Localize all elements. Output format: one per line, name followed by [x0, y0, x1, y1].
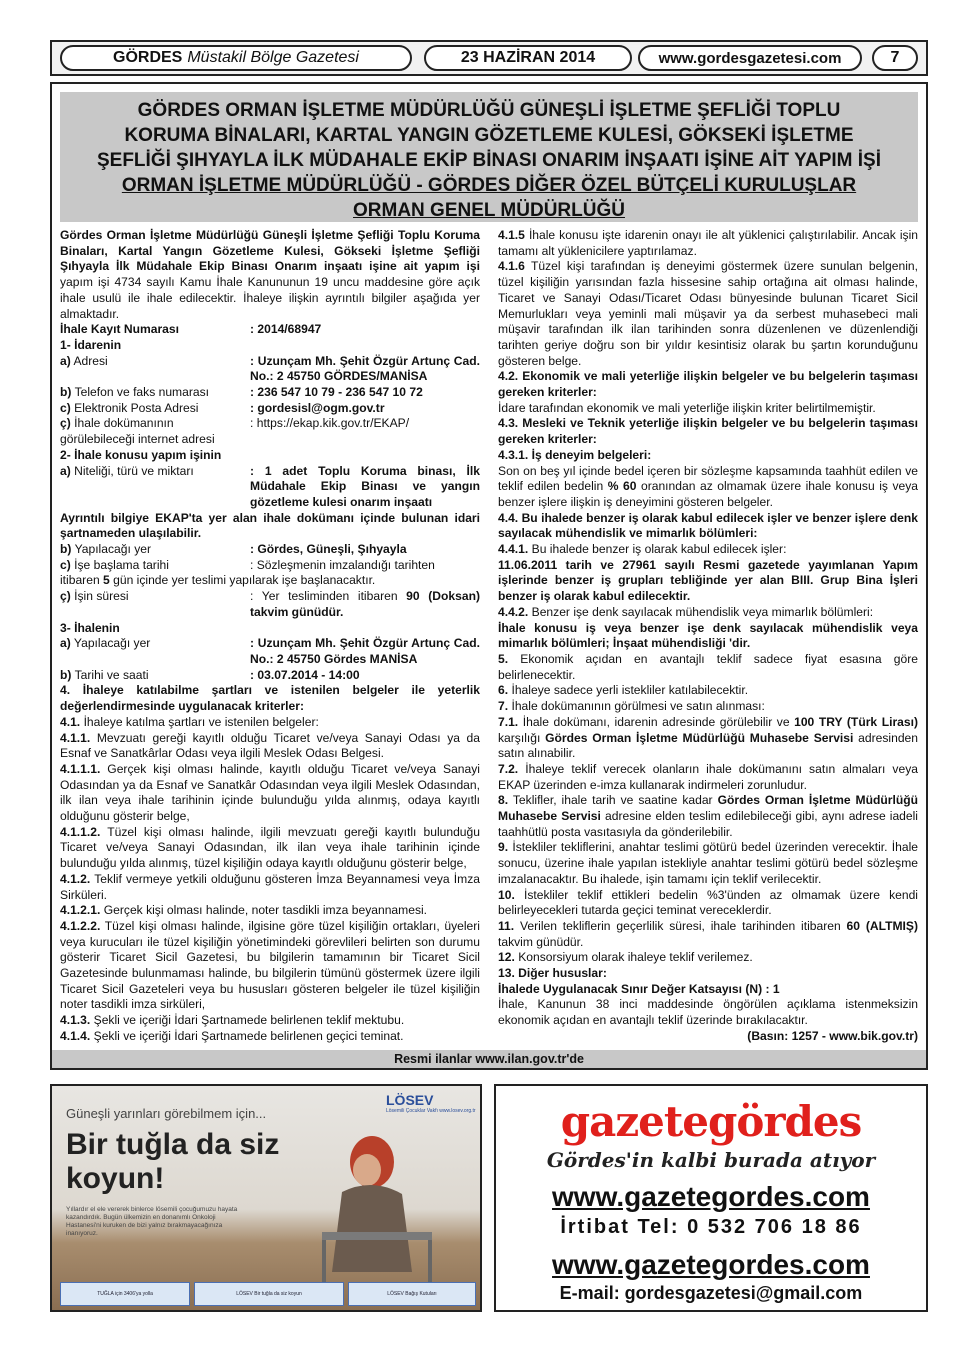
losev-donation-strip [60, 1282, 476, 1306]
mail-value[interactable]: : gordesisl@ogm.gov.tr [250, 400, 385, 415]
mail-row: c) Elektronik Posta Adresi : gordesisl@ogm.gov.tr [60, 401, 480, 417]
baslama-label: İşe başlama tarihi [74, 557, 169, 572]
p413: Şekli ve içeriği İdari Şartnamede belirlenen teklif mektubu. [93, 1013, 405, 1028]
losev-logo [386, 1092, 476, 1122]
strip-boxes: LÖSEV Bağış Kutuları [348, 1282, 476, 1306]
baslama-value: : Sözleşmenin imzalandığı tarihten [250, 557, 435, 572]
sure-row: ç) İşin süresi : Yer tesliminden itibaren 90 (Doksan) takvim günüdür. [60, 589, 480, 619]
p415: İhale konusu işte idarenin onayı ile alt yüklenici çalıştırılabilir. Ancak işin tamamı alt yüklenicilere yaptırılamaz. [498, 228, 918, 258]
ihale-yer-label: Yapılacağı yer [73, 636, 151, 651]
baslama-row: c) İşe başlama tarihi : Sözleşmenin imzalandığı tarihten [60, 558, 480, 574]
dok-value[interactable]: : https://ekap.kik.gov.tr/EKAP/ [250, 416, 410, 431]
baslama-days: 5 [103, 573, 110, 588]
tarih-value: : 03.07.2014 - 14:00 [250, 667, 360, 682]
p4121: Gerçek kişi olması halinde, noter tasdikli imza beyannamesi. [103, 903, 428, 918]
p11: Verilen tekliflerin geçerlilik süresi, ihale tarihinden itibaren [520, 918, 847, 933]
contact-email[interactable]: E-mail: gordesgazetesi@gmail.com [559, 1283, 863, 1303]
p71-mid: karşılığı [498, 730, 546, 745]
yer-value: : Gördes, Güneşli, Şıhyayla [250, 542, 407, 557]
page-header [50, 40, 928, 76]
yer-label: Yapılacağı yer [74, 542, 151, 557]
nitelik-more: Ayrıntılı bilgiye EKAP'ta yer alan ihale dokümanı içinde bulunan idari şartnameden ulaşılabilir. [60, 510, 480, 541]
website-pill[interactable]: www.gordesgazetesi.com [638, 45, 862, 71]
mail-label: Elektronik Posta Adresi [74, 400, 199, 415]
p431: Son on beş yıl içinde bedel içeren bir sözleşme kapsamında taahhüt edilen ve teklif edilen bedelin [498, 463, 918, 494]
website-link-2[interactable]: www.gazetegordes.com [552, 1249, 870, 1280]
p12: Konsorsiyum olarak ihaleye teklif verilemez. [518, 950, 753, 965]
p13-katsayi: İhalede Uygulanacak Sınır Değer Katsayısı (N) : 1 [498, 981, 780, 996]
p4122: Tüzel kişi olması halinde, ilgisine göre tüzel kişiliğin ortakları, üyeleri veya kurucuları ile tüzel kişiliğin yönetimindeki görevlileri belirten son durumu gösterir Ticaret Sicil Gazetesi, bu bilgilerin tamamının bir Ticaret Sicil Gazetesinde bulunmaması halinde, bu bilgilerin tümünü göstermek üzere ilgili Ticaret Sicil Gazeteleri veya bu hususları gösteren belgeler ile tüzel kişiliğin noter tasdikli imza sirküleri, [60, 918, 480, 1012]
tender-notice [50, 82, 928, 1070]
p11-days: 60 (ALTMIŞ) [846, 918, 918, 933]
official-ads-strip: Resmi ilanlar www.ilan.gov.tr'de [52, 1050, 926, 1068]
kayit-value: : 2014/68947 [250, 322, 322, 337]
paper-name-pill [60, 45, 412, 71]
paper-subtitle: Müstakil Bölge Gazetesi [187, 49, 359, 66]
yer-row: b) Yapılacağı yer : Gördes, Güneşli, Şıhyayla [60, 542, 480, 558]
section-3: 3- İhalenin [60, 620, 120, 635]
intro-bold: Gördes Orman İşletme Müdürlüğü Güneşli İşletme Şefliği Toplu Koruma Binaları, Kartal Yangın Gözetleme Kulesi, Gökseki İşletme Şefliği Şıhyayla İlk Müdahale Ekip Binası Onarım inşaatı işine ait yapım işi [60, 228, 480, 274]
p13-text: İhale, Kanunun 38 inci maddesinde öngörülen açıklama istenmeksizin ekonomik açıdan en avantajlı teklif üzerinde bırakılacaktır. [498, 997, 918, 1028]
title-line: ŞEFLİĞİ ŞIHYAYLA İLK MÜDAHALE EKİP BİNASI ONARIM İNŞAATI İŞİNE AİT YAPIM İŞİ [96, 150, 882, 171]
tel-row: b) Telefon ve faks numarası : 236 547 10 79 - 236 547 10 72 [60, 385, 480, 401]
sure-days: 90 (Doksan) takvim günüdür. [250, 589, 480, 619]
right-column: 4.1.5 İhale konusu işte idarenin onayı ile alt yüklenici çalıştırılabilir. Ancak işin tamamı alt yüklenicilere yaptırılamaz. 4.1.6 Tüzel kişi tarafından iş deneyimi göstermek üzere sunulan belgenin, tüzel kişiliğin yarısından fazla hissesine sahip ortağına ait olması halinde, Ticaret ve Sanayi Odası/Ticaret Odası bünyesinde bulunan Ticaret Sicil Memurlukları veya yeminli mali müşavir ya da serbest muhasebeci mali müşavir tarafından ilk ilan tarihinden sonra düzenlenen ve düzenlendiği tarihten geriye doğru son bir yıldır kesintisiz olarak bu şartın korunduğunu gösteren belge. 4.2. Ekonomik ve mali yeterliğe ilişkin belgeler ve bu belgelerin taşıması gereken kriterler: İdare tarafından ekonomik ve mali yeterliğe ilişkin kriter belirtilmemiştir. 4.3. Mesleki ve Teknik yeterliğe ilişkin belgeler ve bu belgelerin taşıması gereken kriterler: 4.3.1. İş deneyim belgeleri: Son on beş yıl içinde bedel içeren bir sözleşme kapsamında taahhüt edilen ve teklif edilen bedelin % 60 oranından az olmamak üzere ihale konusu iş veya benzer işlere ilişkin iş deneyimini gösteren belgeler. 4.4. Bu ihalede benzer iş olarak kabul edilecek işler ve benzer işlere denk sayılacak mühendislik ve mimarlık bölümleri: 4.4.1. Bu ihalede benzer iş olarak kabul edilecek işler: 11.06.2011 tarih ve 27961 sayılı Resmi gazetede yayımlanan Yapım işlerinde benzer iş grupları tebliğinde yer alan BIII. Grup Bina İşleri benzer iş olarak kabul edilecektir. 4.4.2. Benzer işe denk sayılacak mühendislik veya mimarlık bölümleri: İhale konusu iş veya benzer işe denk sayılacak mühendislik veya mimarlık bölümleri; İnşaat mühendisliği 'dir. 5. Ekonomik açıdan en avantajlı teklif sadece fiyat esasına göre belirlenecektir. 6. İhaleye sadece yerli istekliler katılabilecektir. 7. İhale dokümanının görülmesi ve satın alınması: 7.1. İhale dokümanı, idarenin adresinde görülebilir ve 100 TRY (Türk Lirası) karşılığı Gördes Orman İşletme Müdürlüğü Muhasebe Servisi adresinden satın alınabilir. 7.2. İhaleye teklif verecek olanların ihale dokümanını satın almaları veya EKAP üzerinden e-imza kullanarak indirmeleri zorunludur. 8. Teklifler, ihale tarih ve saatine kadar Gördes Orman İşletme Müdürlüğü Muhasebe Servisi adresine elden teslim edilebileceği gibi, aynı adrese iadeli taahhütlü posta vasıtasıyla da gönderilebilir. 9. İstekliler tekliflerini, anahtar teslimi götürü bedel üzerinden verecektir. İhale sonucu, üzerine ihale yapılan istekliyle anahtar teslimi götürü bedel sözleşme imzalanacaktır. Bu ihalede, işin tamamı için teklif verilecektir. 10. İstekliler teklif ettikleri bedelin %3'ünden az olmamak üzere kendi belirleyecekleri tutarda geçici teminat vereceklerdir. 11. Verilen tekliflerin geçerlilik süresi, ihale tarihinden itibaren 60 (ALTMIŞ) takvim günüdür. 12. Konsorsiyum olarak ihaleye teklif verilemez. 13. Diğer hususlar: İhalede Uygulanacak Sınır Değer Katsayısı (N) : 1 İhale, Kanunun 38 inci maddesinde öngörülen açıklama istenmeksizin ekonomik açıdan en avantajlı teklif üzerinde bırakılacaktır. (Basın: 1257 - www.bik.gov.tr) [498, 228, 919, 1043]
p441: Bu ihalede benzer iş olarak kabul edilecek işler: [531, 542, 787, 557]
brand-logo: gazetegördes [560, 1097, 862, 1146]
contact-phone: İrtibat Tel: 0 532 706 18 86 [560, 1216, 862, 1238]
girl-illustration-icon [262, 1122, 462, 1282]
losev-ad[interactable] [50, 1084, 482, 1312]
p442: Benzer işe denk sayılacak mühendislik veya mimarlık bölümleri: [531, 604, 874, 619]
baslama-more-2: gün içinde yer teslimi yapılarak işe başlanacaktır. [109, 573, 376, 588]
p412: Teklif vermeye yetkili olduğunu gösteren İmza Beyannamesi veya İmza Sirküleri. [60, 871, 480, 902]
tel-label: Telefon ve faks numarası [74, 385, 210, 400]
p72: İhaleye teklif verecek olanların ihale dokümanını satın almaları veya EKAP üzerinden e-imza kullanarak indirmeleri zorunludur. [498, 761, 918, 792]
losev-logo-sub: Lösemili Çocuklar Vakfı www.losev.org.tr [386, 1108, 476, 1114]
p71: İhale dokümanı, idarenin adresinde görülebilir ve [522, 714, 795, 729]
strip-brick: LÖSEV Bir tuğla da siz koyun [194, 1282, 344, 1306]
section-4: 4. İhaleye katılabilme şartları ve istenilen belgeler ile yeterlik değerlendirmesinde uygulanacak kriterler: [60, 683, 480, 714]
dok-label-2: görülebileceği internet adresi [60, 432, 215, 447]
section-1: 1- İdarenin [60, 337, 122, 352]
p7: İhale dokümanının görülmesi ve satın alınması: [511, 699, 765, 714]
baslama-more: itibaren [60, 573, 104, 588]
p13: 13. Diğer hususlar: [498, 966, 607, 981]
p5: Ekonomik açıdan en avantajlı teklif sadece fiyat esasına göre belirlenecektir. [498, 651, 918, 682]
nitelik-value: : 1 adet Toplu Koruma binası, İlk Müdahale Ekip Binası ve yangın gözetleme kulesi onarım inşaatı [250, 463, 480, 509]
section-2: 2- İhale konusu yapım işinin [60, 447, 222, 462]
tarih-label: Tarihi ve saati [74, 667, 149, 682]
title-line: KORUMA BİNALARI, KARTAL YANGIN GÖZETLEME KULESİ, GÖKSEKİ İŞLETME [124, 125, 854, 146]
p414: Şekli ve içeriği İdari Şartnamede belirlenen geçici teminat. [93, 1028, 404, 1043]
h42: 4.2. Ekonomik ve mali yeterliğe ilişkin belgeler ve bu belgelerin taşıması gereken kriterler: [498, 369, 918, 400]
p8-office: Gördes Orman İşletme Müdürlüğü Muhasebe Servisi [498, 793, 918, 824]
h431: 4.3.1. İş deneyim belgeleri: [498, 447, 652, 462]
h43: 4.3. Mesleki ve Teknik yeterliğe ilişkin belgeler ve bu belgelerin taşıması gereken kriterler: [498, 416, 918, 447]
losev-small-text: Yıllardır el ele vererek binlerce lösemili çocuğumuzu hayata kazandırdık. Bugün ülkemizin en donanımlı Onkoloji Hastanesi'ni kuruken de bizi yalnız bırakmayacağınıza inanıyoruz. [66, 1206, 238, 1237]
intro-text: yapım işi 4734 sayılı Kamu İhale Kanununun 19 uncu maddesine göre açık ihale usulü ile ihale edilecektir. İhaleye ilişkin ayrıntılı bilgiler aşağıda yer almaktadır. [60, 275, 480, 321]
p8-rest: adresine elden teslim edilebileceği gibi, aynı adrese iadeli taahhütlü posta vasıtasıyla da gönderilebilir. [498, 809, 918, 839]
gazete-gordes-ad[interactable] [494, 1084, 928, 1312]
losev-logo-text: LÖSEV [386, 1092, 434, 1108]
kayit-row [60, 322, 480, 338]
p442-bold: İhale konusu iş veya benzer işe denk sayılacak mühendislik veya mimarlık bölümleri; İnşaat mühendisliği 'dir. [498, 620, 918, 651]
title-line: ORMAN İŞLETME MÜDÜRLÜĞÜ - GÖRDES DİĞER ÖZEL BÜTÇELİ KURULUŞLAR [121, 175, 857, 196]
p71-office: Gördes Orman İşletme Müdürlüğü Muhasebe Servisi [545, 730, 854, 745]
website-link[interactable]: www.gazetegordes.com [552, 1181, 870, 1212]
p6: İhaleye sadece yerli istekliler katılabilecektir. [511, 683, 749, 698]
left-column: Gördes Orman İşletme Müdürlüğü Güneşli İşletme Şefliği Toplu Koruma Binaları, Kartal Yangın Gözetleme Kulesi, Gökseki İşletme Şefliği Şıhyayla İlk Müdahale Ekip Binası Onarım inşaatı işine ait yapım işi yapım işi 4734 sayılı Kamu İhale Kanununun 19 uncu maddesine göre açık ihale usulü ile ihale edilecektir. İhaleye ilişkin ayrıntılı bilgiler aşağıda yer almaktadır. İhale Kayıt Numarası : 2014/68947 1- İdarenin a) Adresi : Uzunçam Mh. Şehit Özgür Artunç Cad. No.: 2 45750 GÖRDES/MANİSA b) Telefon ve faks numarası : 236 547 10 79 - 236 547 10 72 c) Elektronik Posta Adresi : gordesisl@ogm.gov.tr ç) İhale dokümanının : https://ekap.kik.gov.tr/EKAP/ görülebileceği internet adresi 2- İhale konusu yapım işinin a) Niteliği, türü ve miktarı : 1 adet Toplu Koruma binası, İlk Müdahale Ekip Binası ve yangın gözetleme kulesi onarım inşaatı Ayrıntılı bilgiye EKAP'ta yer alan ihale dokümanı içinde bulunan idari şartnameden ulaşılabilir. b) Yapılacağı yer : Gördes, Güneşli, Şıhyayla c) İşe başlama tarihi : Sözleşmenin imzalandığı tarihten itibaren 5 gün içinde yer teslimi yapılarak işe başlanacaktır. ç) İşin süresi : Yer tesliminden itibaren 90 (Doksan) takvim günüdür. 3- İhalenin a) Yapılacağı yer : Uzunçam Mh. Şehit Özgür Artunç Cad. No.: 2 45750 Gördes MANİSA b) Tarihi ve saati : 03.07.2014 - 14:00 4. İhaleye katılabilme şartları ve istenilen belgeler ile yeterlik değerlendirmesinde uygulanacak kriterler: 4.1. İhaleye katılma şartları ve istenilen belgeler: 4.1.1. Mevzuatı gereği kayıtlı olduğu Ticaret ve/veya Sanayi Odası ya da Esnaf ve Sanatkârlar Odası veya ilgili Meslek Odası Belgesi. 4.1.1.1. Gerçek kişi olması halinde, kayıtlı olduğu Ticaret ve/veya Sanayi Odasından ya da Esnaf ve Sanatkâr Odasından veya ilgili Meslek Odasından, ilk ilan veya ihale tarihinin içinde bulunduğu yılda alınmış, odaya kayıtlı olduğunu gösterir belge, 4.1.1.2. Tüzel kişi olması halinde, ilgili mevzuatı gereği kayıtlı bulunduğu Ticaret ve/veya Sanayi Odasından, ilk ilan veya ihale tarihinin içinde bulunduğu yılda alınmış, tüzel kişiliğin odaya kayıtlı olduğunu gösterir belge, 4.1.2. Teklif vermeye yetkili olduğunu gösteren İmza Beyannamesi veya İmza Sirküleri. 4.1.2.1. Gerçek kişi olması halinde, noter tasdikli imza beyannamesi. 4.1.2.2. Tüzel kişi olması halinde, ilgisine göre tüzel kişiliğin ortakları, üyeleri veya kurucuları ile tüzel kişiliğin yönetimindeki görevlileri belirten son durumu gösterir Ticaret Sicil Gazetesi, bu bilgilerin tamamının bir Ticaret Sicil Gazetesinde bulunmaması halinde, bu bilgilerin tümünü göstermek üzere ilgili Ticaret Sicil Gazeteleri veya bu hususları gösteren belgeler ile tüzel kişiliğin noter tasdikli imza sirküleri, 4.1.3. Şekli ve içeriği İdari Şartnamede belirlenen teklif mektubu. 4.1.4. Şekli ve içeriği İdari Şartnamede belirlenen geçici teminat. [60, 228, 480, 1043]
adres-value: : Uzunçam Mh. Şehit Özgür Artunç Cad. No.: 2 45750 GÖRDES/MANİSA [250, 353, 480, 384]
issue-date: 23 HAZİRAN 2014 [424, 45, 632, 71]
p8: Teklifler, ihale tarih ve saatine kadar [512, 793, 718, 808]
nitelik-label: Niteliği, türü ve miktarı [74, 463, 194, 478]
p411: Mevzuatı gereği kayıtlı olduğu Ticaret ve/veya Sanayi Odası ya da Esnaf ve Sanatkârlar Odası veya ilgili Meslek Odası Belgesi. [60, 730, 480, 761]
dok-label: İhale dokümanının [74, 416, 174, 431]
ihale-yer-row: a) Yapılacağı yer : Uzunçam Mh. Şehit Özgür Artunç Cad. No.: 2 45750 Gördes MANİSA [60, 636, 480, 666]
page-number: 7 [872, 45, 918, 71]
ihale-yer-value: : Uzunçam Mh. Şehit Özgür Artunç Cad. No.: 2 45750 Gördes MANİSA [250, 636, 480, 666]
p431-rest: oranından az olmamak üzere ihale konusu iş veya benzer işlere ilişkin iş deneyimini gösteren belgeler. [498, 479, 918, 509]
tarih-row: b) Tarihi ve saati : 03.07.2014 - 14:00 [60, 668, 480, 684]
adres-row: a) Adresi : Uzunçam Mh. Şehit Özgür Artunç Cad. No.: 2 45750 GÖRDES/MANİSA [60, 353, 480, 384]
notice-title [60, 92, 918, 222]
nitelik-row: a) Niteliği, türü ve miktarı : 1 adet Toplu Koruma binası, İlk Müdahale Ekip Binası ve yangın gözetleme kulesi onarım inşaatı [60, 463, 480, 509]
p71-price: 100 TRY (Türk Lirası) [794, 714, 918, 729]
p4112: Tüzel kişi olması halinde, ilgili mevzuatı gereği kayıtlı bulunduğu Ticaret ve/veya Sanayi Odasından, ilk ilan veya ihale tarihinin içinde bulunduğu yılda alınmış, tüzel kişiliğin odaya kayıtlı olduğunu gösterir belge, [60, 824, 480, 871]
p42: İdare tarafından ekonomik ve mali yeterliğe ilişkin kriter belirtilmemiştir. [498, 400, 876, 415]
sure-label: İşin süresi [74, 589, 129, 604]
p416: Tüzel kişi tarafından iş deneyimi göstermek üzere sunulan belgenin, tüzel kişiliğin yarısından fazla hissesine sahip ortağına ait olması halinde, Ticaret ve Sanayi Odası/Ticaret Odası bünyesinde bulunan Ticaret Sicil Memurlukları veya yeminli mali müşavir ya da serbest muhasebeci mali müşavir tarafından ilk ilan tarihinden sonra düzenlenen ve düzenlendiği tarihten geriye doğru son bir yıldır kesintisiz olarak bu şartın korunduğunu gösteren belge. [498, 259, 918, 368]
sure-value: : Yer tesliminden itibaren [250, 589, 407, 604]
adres-label: Adresi [73, 353, 108, 368]
p41: İhaleye katılma şartları ve istenilen belgeler: [83, 714, 319, 729]
p9: İstekliler tekliflerini, anahtar teslimi götürü bedel üzerinden verecektir. İhale sonucu, üzerine ihale yapılan istekliyle anahtar teslimi götürü bedel sözleşme imzalanacaktır. Bu ihalede, işin tamamı için teklif verilecektir. [498, 840, 918, 886]
p71-rest: adresinden satın alınabilir. [498, 730, 919, 761]
p4111: Gerçek kişi olması halinde, kayıtlı olduğu Ticaret ve/veya Sanayi Odasından ya da Esnaf ve Sanatkâr Odasından veya ilgili Meslek Odasından, ilk ilan veya ihale tarihinin içinde bulunduğu yılda alınmış, odaya kayıtlı olduğunu gösterir belge, [60, 761, 480, 824]
p10: İstekliler teklif ettikleri bedelin %3'ünden az olmamak üzere kendi belirleyecekleri tutarda geçici teminat vereceklerdir. [498, 887, 918, 918]
kayit-label: İhale Kayıt Numarası [60, 322, 179, 337]
title-line: GÖRDES ORMAN İŞLETME MÜDÜRLÜĞÜ GÜNEŞLİ İŞLETME ŞEFLİĞİ TOPLU [137, 100, 841, 121]
p11-rest: takvim günüdür. [498, 934, 584, 949]
dok-row: ç) İhale dokümanının : https://ekap.kik.gov.tr/EKAP/ [60, 416, 480, 432]
p431-percent: % 60 [607, 479, 637, 494]
strip-sms: TUĞLA için 3406'ya yolla [60, 1282, 190, 1306]
paper-name: GÖRDES [113, 49, 183, 66]
p441-bold: 11.06.2011 tarih ve 27961 sayılı Resmi gazetede yayımlanan Yapım işlerinde benzer iş grupları tebliğinde yer alan BIII. Grup Bina İşleri benzer iş olarak kabul edilecektir. [498, 557, 918, 604]
h44: 4.4. Bu ihalede benzer iş olarak kabul edilecek işler ve benzer işlere denk sayılacak mühendislik ve mimarlık bölümleri: [498, 510, 918, 541]
losev-tagline: Güneşli yarınları görebilmem için... [66, 1106, 267, 1121]
brand-slogan: Gördes'in kalbi burada atıyor [546, 1148, 876, 1172]
losev-headline: Bir tuğla da siz koyun! [66, 1128, 280, 1195]
press-code: (Basın: 1257 - www.bik.gov.tr) [747, 1028, 918, 1043]
tel-value: : 236 547 10 79 - 236 547 10 72 [250, 385, 423, 400]
title-line: ORMAN GENEL MÜDÜRLÜĞÜ [353, 200, 625, 221]
